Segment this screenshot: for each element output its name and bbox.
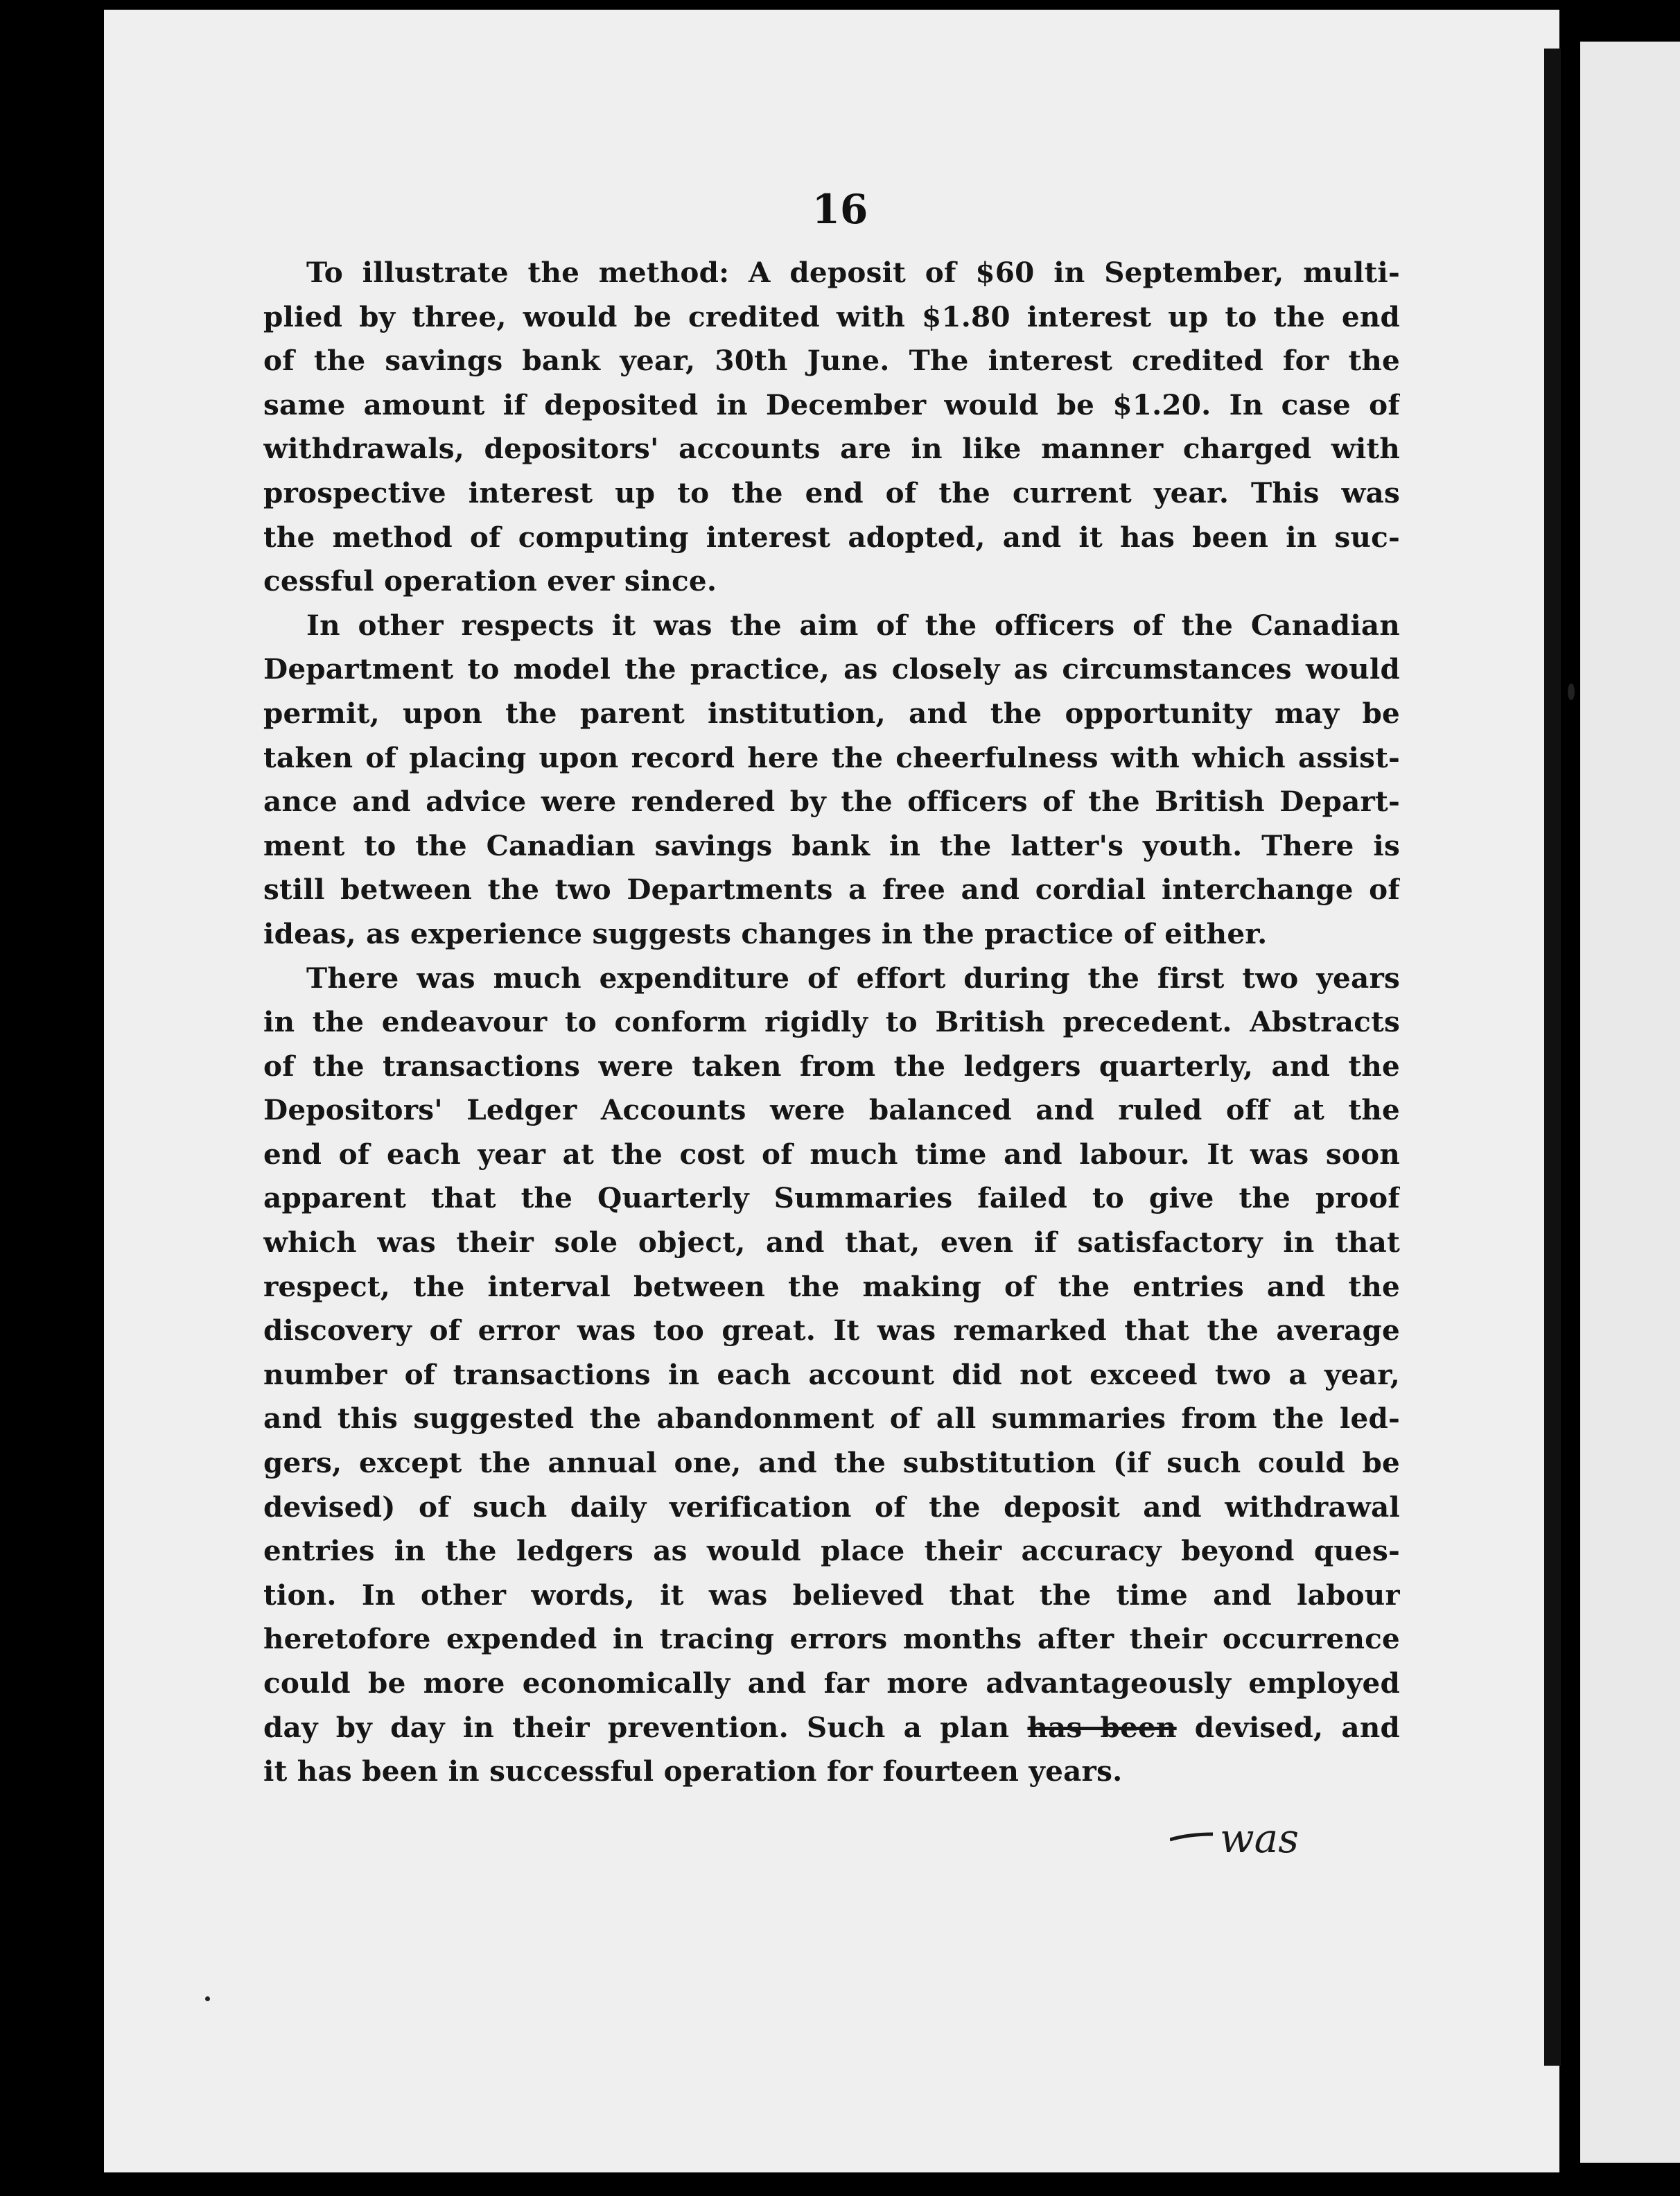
text-line: To illustrate the method: A deposit of $60 in September, multi-	[306, 256, 1400, 289]
text-line: still between the two Departments a free and cordial interchange of	[263, 873, 1400, 907]
text-line: it has been in successful operation for fourteen years.	[263, 1754, 1123, 1788]
text-line: ideas, as experience suggests changes in the practice of either.	[263, 916, 1268, 950]
text-line: gers, except the annual one, and the substitution (if such could be	[263, 1446, 1400, 1480]
body-text	[263, 251, 1400, 1794]
book-gutter	[1544, 49, 1561, 2066]
page-speck	[205, 1996, 210, 2001]
text-line: ance and advice were rendered by the officers of the British Depart-	[263, 785, 1400, 819]
struck-out-text: has been	[1027, 1710, 1177, 1744]
text-fragment: day by day in their prevention. Such a plan	[263, 1710, 1010, 1744]
text-line: Depositors' Ledger Accounts were balanced and ruled off at the	[263, 1093, 1400, 1127]
correction-caret-stroke	[1170, 1834, 1213, 1840]
text-line: withdrawals, depositors' accounts are in like manner charged with	[263, 432, 1400, 466]
handwritten-correction	[1170, 1819, 1357, 1874]
text-line: could be more economically and far more advantageously employed	[263, 1666, 1400, 1700]
text-line: entries in the ledgers as would place their accuracy beyond ques-	[263, 1534, 1400, 1568]
page-speck	[1568, 683, 1575, 700]
text-line: plied by three, would be credited with $1.80 interest up to the end	[263, 299, 1400, 333]
text-line: tion. In other words, it was believed that the time and labour	[263, 1578, 1400, 1612]
text-line: taken of placing upon record here the cheerfulness with which assist-	[263, 740, 1400, 774]
text-line: end of each year at the cost of much time and labour. It was soon	[263, 1137, 1400, 1171]
text-line-with-correction	[263, 1706, 1400, 1750]
text-line: ment to the Canadian savings bank in the latter's youth. There is	[263, 828, 1400, 862]
correction-word: was	[1220, 1819, 1299, 1862]
text-line: devised) of such daily verification of the deposit and withdrawal	[263, 1490, 1400, 1524]
text-line: which was their sole object, and that, even if satisfactory in that	[263, 1226, 1400, 1260]
text-line: respect, the interval between the making of the entries and the	[263, 1269, 1400, 1303]
text-line: apparent that the Quarterly Summaries failed to give the proof	[263, 1181, 1400, 1215]
text-line: heretofore expended in tracing errors months after their occurrence	[263, 1622, 1400, 1656]
text-line: number of transactions in each account did not exceed two a year,	[263, 1357, 1400, 1391]
page-number: 16	[812, 186, 868, 233]
facing-page-edge	[1580, 42, 1680, 2163]
text-line: There was much expenditure of effort during the first two years	[306, 961, 1400, 995]
text-line: cessful operation ever since.	[263, 564, 717, 598]
text-line: of the savings bank year, 30th June. The interest credited for the	[263, 344, 1400, 378]
text-line: same amount if deposited in December would be $1.20. In case of	[263, 387, 1400, 421]
text-line: discovery of error was too great. It was remarked that the average	[263, 1314, 1400, 1348]
text-line: of the transactions were taken from the ledgers quarterly, and the	[263, 1049, 1400, 1083]
text-line: permit, upon the parent institution, and the opportunity may be	[263, 696, 1400, 730]
text-fragment: devised, and	[1194, 1710, 1400, 1744]
text-line: in the endeavour to conform rigidly to British precedent. Abstracts	[263, 1005, 1400, 1039]
text-line: prospective interest up to the end of the current year. This was	[263, 476, 1400, 509]
text-line: Department to model the practice, as closely as circumstances would	[263, 652, 1400, 686]
text-line: the method of computing interest adopted, and it has been in suc-	[263, 520, 1400, 554]
handwritten-correction-mark	[1170, 1819, 1357, 1874]
text-line: In other respects it was the aim of the officers of the Canadian	[306, 608, 1400, 642]
text-line: and this suggested the abandonment of all summaries from the led-	[263, 1402, 1400, 1436]
